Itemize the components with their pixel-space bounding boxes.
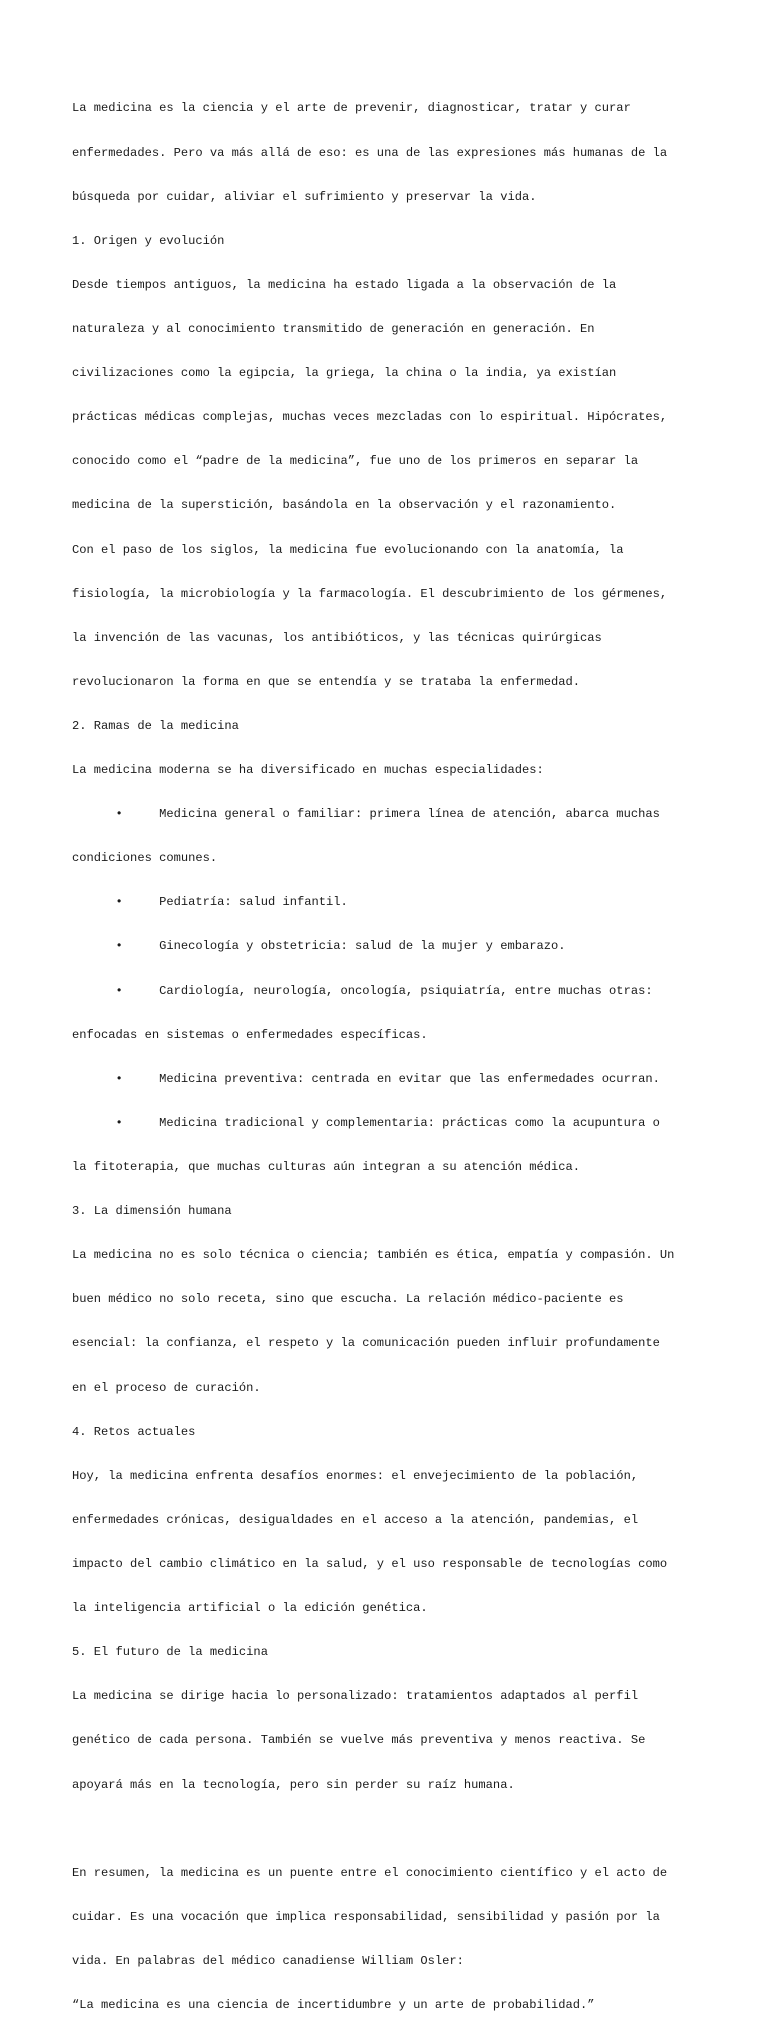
resumen-line-3: vida. En palabras del médico canadiense William Osler:: [72, 1953, 464, 1968]
retos-line-4: la inteligencia artificial o la edición genética.: [72, 1601, 428, 1616]
origen-line-7: Con el paso de los siglos, la medicina fue evolucionando con la anatomía, la: [72, 542, 624, 557]
blank-line: [72, 1822, 712, 1837]
bullet-item-general: • Medicina general o familiar: primera línea de atención, abarca muchas: [72, 807, 660, 822]
bullet-item-tradicional-cont: la fitoterapia, que muchas culturas aún integran a su atención médica.: [72, 1160, 581, 1175]
origen-line-2: naturaleza y al conocimiento transmitido de generación en generación. En: [72, 321, 595, 336]
ramas-intro: La medicina moderna se ha diversificado en muchas especialidades:: [72, 763, 544, 778]
bullet-item-cardiologia: • Cardiología, neurología, oncología, psiquiatría, entre muchas otras:: [72, 983, 653, 998]
intro-line-3: búsqueda por cuidar, aliviar el sufrimiento y preservar la vida.: [72, 189, 537, 204]
bullet-item-cardiologia-cont: enfocadas en sistemas o enfermedades específicas.: [72, 1027, 428, 1042]
futuro-line-3: apoyará más en la tecnología, pero sin perder su raíz humana.: [72, 1777, 515, 1792]
futuro-line-2: genético de cada persona. También se vuelve más preventiva y menos reactiva. Se: [72, 1733, 646, 1748]
futuro-line-1: La medicina se dirige hacia lo personalizado: tratamientos adaptados al perfil: [72, 1689, 639, 1704]
section-heading-ramas: 2. Ramas de la medicina: [72, 718, 239, 733]
origen-line-4: prácticas médicas complejas, muchas veces mezcladas con lo espiritual. Hipócrates,: [72, 410, 668, 425]
section-heading-origen: 1. Origen y evolución: [72, 233, 225, 248]
resumen-line-1: En resumen, la medicina es un puente entre el conocimiento científico y el acto de: [72, 1865, 668, 1880]
origen-line-8: fisiología, la microbiología y la farmacología. El descubrimiento de los gérmenes,: [72, 586, 668, 601]
dimension-line-3: esencial: la confianza, el respeto y la comunicación pueden influir profundamente: [72, 1336, 660, 1351]
intro-line-1: La medicina es la ciencia y el arte de prevenir, diagnosticar, tratar y curar: [72, 101, 631, 116]
document-page: [72, 72, 712, 2028]
bullet-item-preventiva: • Medicina preventiva: centrada en evitar que las enfermedades ocurran.: [72, 1071, 660, 1086]
origen-line-6: medicina de la superstición, basándola en la observación y el razonamiento.: [72, 498, 617, 513]
intro-line-2: enfermedades. Pero va más allá de eso: es una de las expresiones más humanas de la: [72, 145, 668, 160]
section-heading-retos: 4. Retos actuales: [72, 1424, 196, 1439]
dimension-line-2: buen médico no solo receta, sino que escucha. La relación médico-paciente es: [72, 1292, 624, 1307]
section-heading-futuro: 5. El futuro de la medicina: [72, 1645, 268, 1660]
dimension-line-4: en el proceso de curación.: [72, 1380, 261, 1395]
bullet-item-tradicional: • Medicina tradicional y complementaria: prácticas como la acupuntura o: [72, 1115, 660, 1130]
retos-line-2: enfermedades crónicas, desigualdades en el acceso a la atención, pandemias, el: [72, 1512, 639, 1527]
origen-line-3: civilizaciones como la egipcia, la griega, la china o la india, ya existían: [72, 366, 617, 381]
origen-line-10: revolucionaron la forma en que se entendía y se trataba la enfermedad.: [72, 674, 581, 689]
osler-quote: “La medicina es una ciencia de incertidumbre y un arte de probabilidad.”: [72, 1998, 595, 2013]
bullet-item-ginecologia: • Ginecología y obstetricia: salud de la mujer y embarazo.: [72, 939, 566, 954]
dimension-line-1: La medicina no es solo técnica o ciencia; también es ética, empatía y compasión. Un: [72, 1248, 675, 1263]
resumen-line-2: cuidar. Es una vocación que implica responsabilidad, sensibilidad y pasión por la: [72, 1909, 660, 1924]
bullet-item-general-cont: condiciones comunes.: [72, 851, 218, 866]
section-heading-dimension: 3. La dimensión humana: [72, 1204, 232, 1219]
origen-line-9: la invención de las vacunas, los antibióticos, y las técnicas quirúrgicas: [72, 630, 602, 645]
retos-line-1: Hoy, la medicina enfrenta desafíos enormes: el envejecimiento de la población,: [72, 1468, 639, 1483]
bullet-item-pediatria: • Pediatría: salud infantil.: [72, 895, 348, 910]
origen-line-1: Desde tiempos antiguos, la medicina ha estado ligada a la observación de la: [72, 277, 617, 292]
origen-line-5: conocido como el “padre de la medicina”, fue uno de los primeros en separar la: [72, 454, 639, 469]
retos-line-3: impacto del cambio climático en la salud, y el uso responsable de tecnologías como: [72, 1557, 668, 1572]
